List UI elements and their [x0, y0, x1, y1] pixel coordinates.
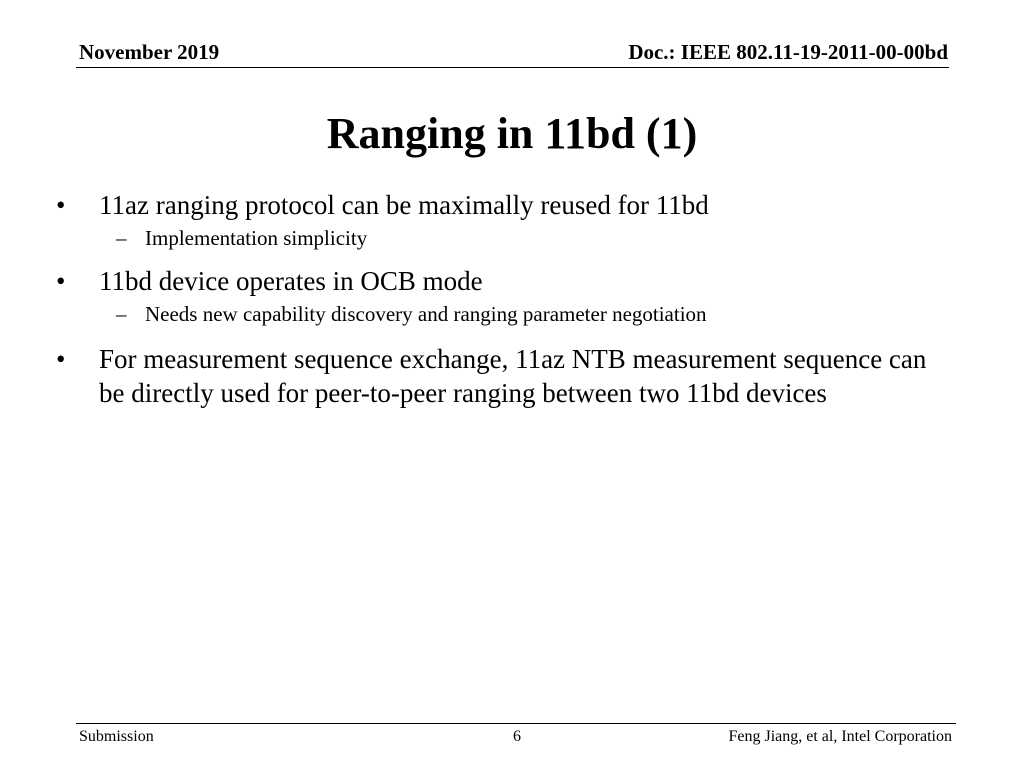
header-date: November 2019: [79, 40, 220, 64]
bullet-marker: •: [56, 190, 66, 220]
footer-submission: Submission: [79, 728, 154, 745]
sub-bullet-text: Needs new capability discovery and ranging parameter negotiation: [145, 302, 707, 326]
header-divider: [76, 67, 949, 68]
bullet-marker: •: [56, 344, 66, 374]
bullet-text: 11bd device operates in OCB mode: [99, 266, 483, 296]
sub-bullet-marker: –: [116, 302, 127, 326]
page-number: 6: [513, 728, 521, 745]
bullet-marker: •: [56, 266, 66, 296]
sub-bullet-text: Implementation simplicity: [145, 226, 368, 250]
header-doc-id: Doc.: IEEE 802.11-19-2011-00-00bd: [628, 40, 948, 64]
sub-bullet-item: [56, 300, 956, 328]
bullet-item: [56, 188, 956, 222]
bullet-list: [56, 188, 956, 410]
sub-bullet-item: [56, 224, 956, 252]
footer-divider: [76, 723, 956, 724]
footer-author: Feng Jiang, et al, Intel Corporation: [728, 728, 952, 745]
bullet-text: For measurement sequence exchange, 11az NTB measurement sequence can be directly used for peer-to-peer ranging between two 11bd devices: [99, 344, 927, 408]
bullet-text: 11az ranging protocol can be maximally reused for 11bd: [99, 190, 709, 220]
slide-title: Ranging in 11bd (1): [326, 109, 698, 158]
bullet-item: [56, 342, 956, 410]
bullet-item: [56, 264, 956, 298]
sub-bullet-marker: –: [116, 226, 127, 250]
